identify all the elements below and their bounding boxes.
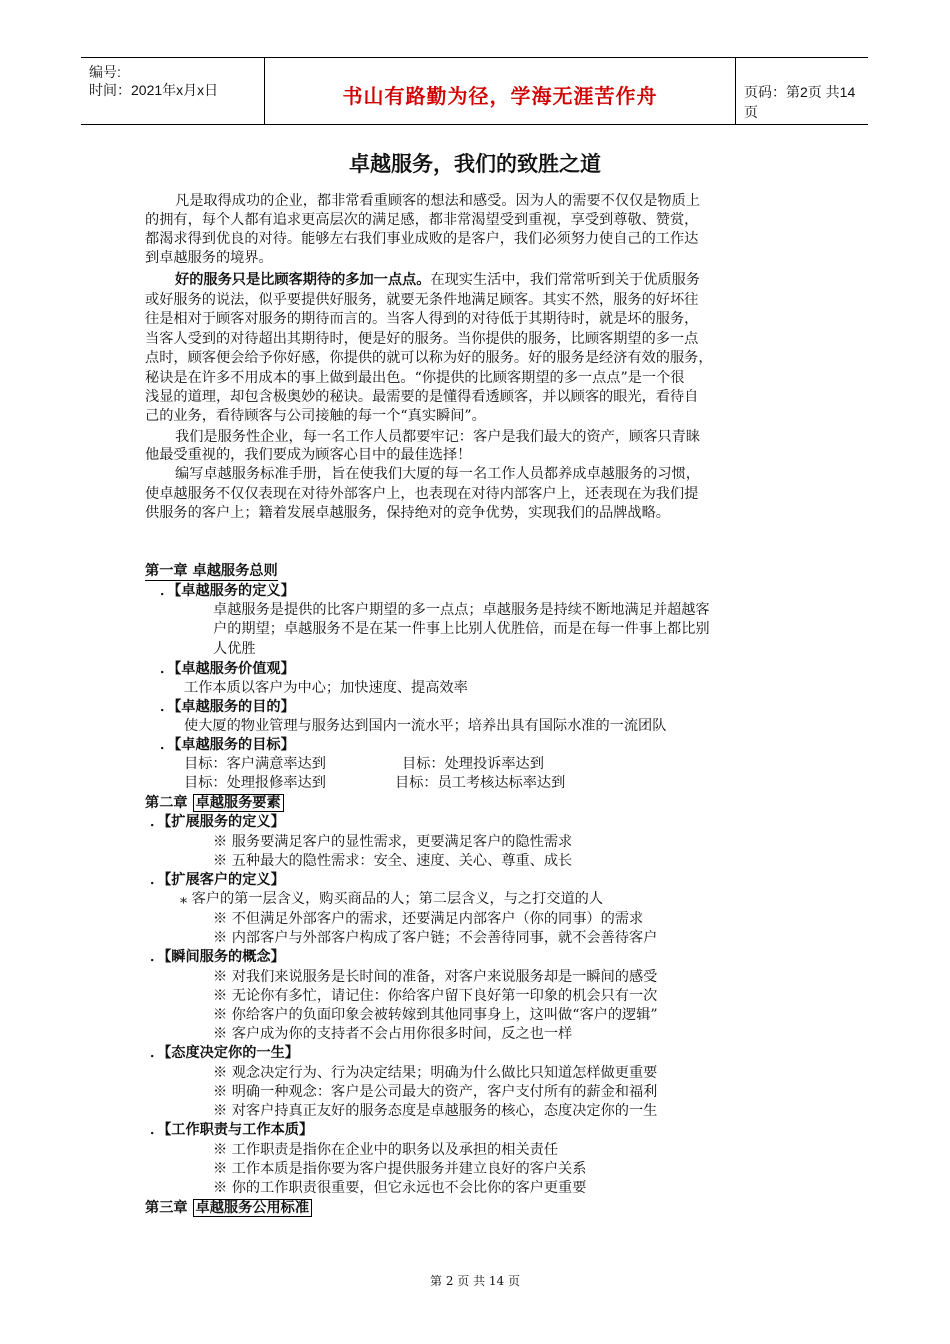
- intro-p4-line: 供服务的客户上；籍着发展卓越服务，保持绝对的竞争优势，实现我们的品牌战略。: [145, 505, 670, 521]
- intro-p1-line: 凡是取得成功的企业，都非常看重顾客的想法和感受。因为人的需要不仅仅是物质上: [175, 193, 700, 209]
- intro-p2-line: 点时，顾客便会给予你好感，你提供的就可以称为好的服务。好的服务是经济有效的服务，: [145, 350, 713, 366]
- intro-p2-line: 或好服务的说法，似乎要提供好服务，就要无条件地满足顾客。其实不然，服务的好坏往: [145, 292, 699, 308]
- chapter2-list-item: ※ 工作职责是指你在企业中的职务以及承担的相关责任: [213, 1142, 559, 1158]
- chapter2-list-item: ※ 不但满足外部客户的需求，还要满足内部客户（你的同事）的需求: [213, 911, 644, 927]
- intro-p2-line: 己的业务，看待顾客与公司接触的每一个“真实瞬间”。: [145, 408, 486, 424]
- document-title: 卓越服务，我们的致胜之道: [349, 152, 601, 176]
- chapter2-list-item: ※ 五种最大的隐性需求：安全、速度、关心、尊重、成长: [213, 853, 573, 869]
- chapter2-section-heading: ．【扩展服务的定义】: [150, 814, 285, 830]
- intro-p3-line: 我们是服务性企业，每一名工作人员都要牢记：客户是我们最大的资产，顾客只青睐: [175, 429, 700, 445]
- chapter2-section-heading: ．【态度决定你的一生】: [150, 1045, 299, 1061]
- chapter1-goal-item: 目标：处理报修率达到: [184, 775, 326, 791]
- chapter1-section-heading: ．【卓越服务的目标】: [160, 737, 295, 753]
- chapter2-list-item: ※ 明确一种观念：客户是公司最大的资产，客户支付所有的薪金和福利: [213, 1084, 658, 1100]
- chapter2-section-heading: ．【工作职责与工作本质】: [150, 1122, 314, 1138]
- intro-p2-first-line: [175, 271, 700, 289]
- chapter1-values-line: 工作本质以客户为中心；加快速度、提高效率: [184, 680, 468, 696]
- intro-p3-line: 他最受重视的，我们要成为顾客心目中的最佳选择！: [145, 447, 472, 463]
- chapter2-list-item: ※ 无论你有多忙，请记住：你给客户留下良好第一印象的机会只有一次: [213, 988, 658, 1004]
- intro-p4-line: 使卓越服务不仅仅表现在对待外部客户上，也表现在对待内部客户上，还表现在为我们提: [145, 486, 699, 502]
- intro-p1-line: 到卓越服务的境界。: [145, 250, 273, 266]
- document-time-label: 时间：2021年x月x日: [89, 82, 219, 98]
- chapter1-definition-line: 户的期望；卓越服务不是在某一件事上比别人优胜倍，而是在每一件事上都比别: [213, 621, 710, 637]
- header-left-cell: [81, 58, 265, 124]
- chapter2-section-heading: ．【瞬间服务的概念】: [150, 949, 285, 965]
- chapter1-section-heading: ．【卓越服务的目的】: [160, 699, 295, 715]
- chapter2-title: 卓越服务要素: [193, 794, 284, 812]
- chapter3-heading: [145, 1199, 312, 1217]
- chapter3-label: 第三章: [145, 1200, 188, 1216]
- chapter2-list-item: ※ 你给客户的负面印象会被转嫁到其他同事身上，这叫做“客户的逻辑”: [213, 1007, 658, 1023]
- header-motto: 书山有路勤为径，学海无涯苦作舟: [342, 84, 658, 108]
- chapter2-list-item: ※ 服务要满足客户的显性需求，更要满足客户的隐性需求: [213, 834, 573, 850]
- intro-p2-line: 当客人受到的对待超出其期待时，便是好的服务。当你提供的服务，比顾客期望的多一点: [145, 331, 699, 347]
- document-number-label: 编号:: [89, 64, 121, 80]
- chapter2-list-item: ※ 客户成为你的支持者不会占用你很多时间，反之也一样: [213, 1026, 573, 1042]
- chapter2-list-item: ※ 工作本质是指你要为客户提供服务并建立良好的客户关系: [213, 1161, 587, 1177]
- chapter2-section-heading: ．【扩展客户的定义】: [150, 872, 285, 888]
- chapter1-section-heading: ．【卓越服务价值观】: [160, 661, 295, 677]
- intro-p2-lead: 好的服务只是比顾客期待的多加一点点。: [175, 272, 431, 288]
- intro-p2-line: 秘诀是在许多不用成本的事上做到最出色。“你提供的比顾客期望的多一点点”是一个很: [145, 370, 685, 386]
- chapter2-heading: [145, 794, 284, 812]
- chapter1-goal-item: 目标：处理投诉率达到: [402, 756, 544, 772]
- chapter1-purpose-line: 使大厦的物业管理与服务达到国内一流水平；培养出具有国际水准的一流团队: [184, 718, 667, 734]
- chapter1-definition-line: 人优胜: [213, 641, 256, 657]
- chapter1-definition-line: 卓越服务是提供的比客户期望的多一点点；卓越服务是持续不断地满足并超越客: [213, 602, 710, 618]
- chapter1-goal-item: 目标：客户满意率达到: [184, 756, 326, 772]
- chapter2-list-item: ※ 内部客户与外部客户构成了客户链；不会善待同事，就不会善待客户: [213, 930, 658, 946]
- chapter3-title: 卓越服务公用标准: [193, 1199, 313, 1217]
- chapter1-section-heading: ．【卓越服务的定义】: [160, 583, 295, 599]
- chapter2-list-item: ⁎ 客户的第一层含义，购买商品的人；第二层含义，与之打交道的人: [180, 891, 604, 907]
- chapter2-list-item: ※ 对我们来说服务是长时间的准备，对客户来说服务却是一瞬间的感受: [213, 969, 658, 985]
- header-motto-cell: [265, 58, 736, 124]
- intro-p2-line: 往是相对于顾客对服务的期待而言的。当客人得到的对待低于其期待时，就是坏的服务，: [145, 311, 699, 327]
- header-table: [81, 57, 868, 125]
- chapter2-list-item: ※ 观念决定行为、行为决定结果；明确为什么做比只知道怎样做更重要: [213, 1065, 658, 1081]
- intro-p4-line: 编写卓越服务标准手册，旨在使我们大厦的每一名工作人员都养成卓越服务的习惯，: [175, 466, 700, 482]
- intro-p1-line: 的拥有，每个人都有追求更高层次的满足感，都非常渴望受到重视，享受到尊敬、赞赏，: [145, 212, 699, 228]
- intro-p2-first-rest: 在现实生活中，我们常常听到关于优质服务: [430, 272, 700, 288]
- header-page-info: 页码：第2页 共14页: [744, 84, 856, 120]
- chapter1-goal-item: 目标：员工考核达标率达到: [395, 775, 566, 791]
- header-page-cell: [736, 58, 868, 124]
- intro-p2-line: 浅显的道理，却包含极奥妙的秘诀。最需要的是懂得看透顾客，并以顾客的眼光，看待自: [145, 389, 699, 405]
- chapter2-label: 第二章: [145, 795, 188, 811]
- chapter2-list-item: ※ 你的工作职责很重要，但它永远也不会比你的客户更重要: [213, 1180, 587, 1196]
- intro-p1-line: 都渴求得到优良的对待。能够左右我们事业成败的是客户，我们必须努力使自己的工作达: [145, 231, 699, 247]
- chapter2-list-item: ※ 对客户持真正友好的服务态度是卓越服务的核心，态度决定你的一生: [213, 1103, 658, 1119]
- chapter1-title: 第一章 卓越服务总则: [145, 563, 278, 579]
- page-footer: 第 2 页 共 14 页: [430, 1274, 520, 1288]
